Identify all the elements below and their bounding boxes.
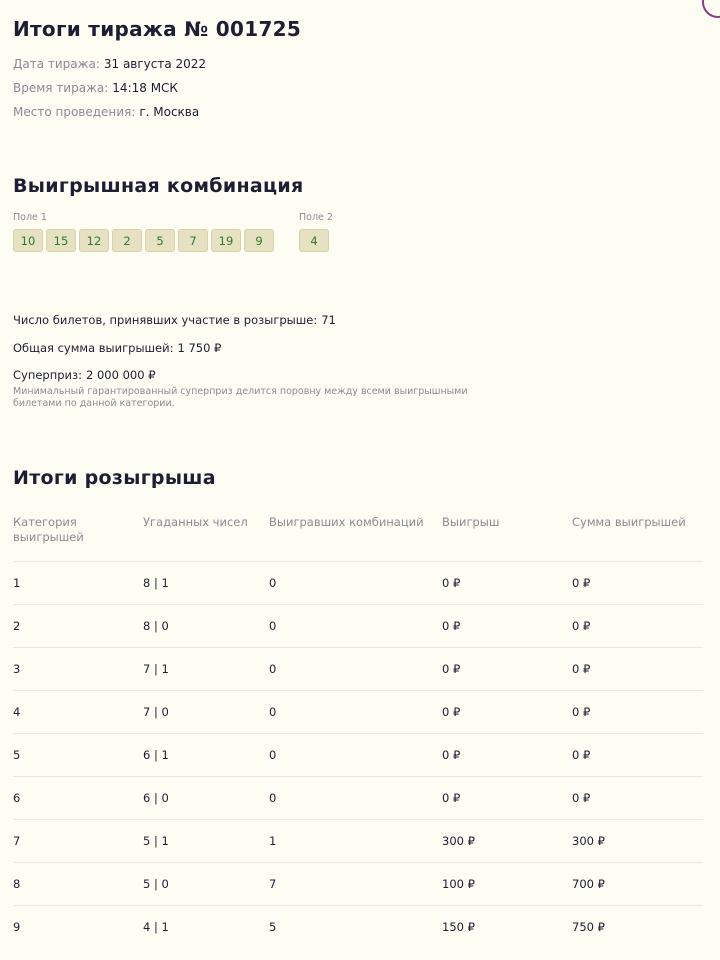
cell-guessed: 7 | 1 bbox=[143, 648, 269, 691]
cell-guessed: 8 | 1 bbox=[143, 562, 269, 605]
cell-sum: 0 ₽ bbox=[572, 648, 703, 691]
cell-category: 4 bbox=[13, 691, 143, 734]
ball: 7 bbox=[178, 229, 208, 252]
cell-category: 7 bbox=[13, 820, 143, 863]
draw-date bbox=[13, 57, 206, 71]
table-row bbox=[13, 648, 703, 691]
cell-category: 1 bbox=[13, 562, 143, 605]
table-row bbox=[13, 820, 703, 863]
cell-combinations: 0 bbox=[269, 562, 442, 605]
cell-sum: 300 ₽ bbox=[572, 820, 703, 863]
cell-prize: 0 ₽ bbox=[442, 562, 572, 605]
cell-sum: 0 ₽ bbox=[572, 562, 703, 605]
draw-place bbox=[13, 105, 199, 119]
cell-combinations: 5 bbox=[269, 906, 442, 949]
cell-combinations: 1 bbox=[269, 820, 442, 863]
cell-sum: 0 ₽ bbox=[572, 691, 703, 734]
superprize-label: Суперприз: bbox=[13, 368, 83, 382]
draw-time-value: 14:18 МСК bbox=[112, 81, 178, 95]
cell-guessed: 6 | 0 bbox=[143, 777, 269, 820]
draw-time-label: Время тиража: bbox=[13, 81, 109, 95]
total-winnings bbox=[13, 341, 221, 355]
ball: 10 bbox=[13, 229, 43, 252]
draw-place-label: Место проведения: bbox=[13, 105, 136, 119]
total-winnings-label: Общая сумма выигрышей: bbox=[13, 341, 174, 355]
cell-prize: 300 ₽ bbox=[442, 820, 572, 863]
superprize-value: 2 000 000 ₽ bbox=[86, 368, 156, 382]
draw-date-value: 31 августа 2022 bbox=[103, 57, 207, 71]
tickets-count-label: Число билетов, принявших участие в розыгрыше: bbox=[13, 313, 318, 327]
cell-sum: 0 ₽ bbox=[572, 734, 703, 777]
cell-category: 9 bbox=[13, 906, 143, 949]
ball: 9 bbox=[244, 229, 274, 252]
column-header-prize: Выигрыш bbox=[442, 515, 500, 529]
table-row bbox=[13, 605, 703, 648]
draw-time bbox=[13, 81, 178, 95]
column-header-combinations: Выигравших комбинаций bbox=[269, 515, 424, 529]
cell-sum: 750 ₽ bbox=[572, 906, 703, 949]
cell-guessed: 8 | 0 bbox=[143, 605, 269, 648]
table-row bbox=[13, 777, 703, 820]
total-winnings-value: 1 750 ₽ bbox=[177, 341, 222, 355]
superprize bbox=[13, 368, 156, 382]
results-body bbox=[13, 562, 703, 949]
cell-combinations: 0 bbox=[269, 605, 442, 648]
superprize-note: Минимальный гарантированный суперприз делится поровну между всеми выигрышными билетами по данной категории. bbox=[13, 386, 468, 409]
ball: 15 bbox=[46, 229, 76, 252]
cell-category: 5 bbox=[13, 734, 143, 777]
field1-balls bbox=[13, 229, 274, 252]
cell-sum: 0 ₽ bbox=[572, 605, 703, 648]
cell-prize: 150 ₽ bbox=[442, 906, 572, 949]
results-title: Итоги розыгрыша bbox=[13, 467, 216, 489]
corner-decoration bbox=[702, 0, 720, 18]
cell-guessed: 5 | 0 bbox=[143, 863, 269, 906]
cell-combinations: 7 bbox=[269, 863, 442, 906]
cell-category: 2 bbox=[13, 605, 143, 648]
cell-combinations: 0 bbox=[269, 691, 442, 734]
cell-combinations: 0 bbox=[269, 648, 442, 691]
column-header-category: Категория выигрышей bbox=[13, 515, 84, 544]
draw-place-value: г. Москва bbox=[139, 105, 200, 119]
table-row bbox=[13, 691, 703, 734]
ball: 2 bbox=[112, 229, 142, 252]
ball: 5 bbox=[145, 229, 175, 252]
cell-category: 3 bbox=[13, 648, 143, 691]
cell-category: 6 bbox=[13, 777, 143, 820]
field1-label: Поле 1 bbox=[13, 212, 47, 223]
cell-combinations: 0 bbox=[269, 734, 442, 777]
cell-prize: 0 ₽ bbox=[442, 648, 572, 691]
table-row bbox=[13, 562, 703, 605]
cell-sum: 700 ₽ bbox=[572, 863, 703, 906]
table-row bbox=[13, 734, 703, 777]
ball: 19 bbox=[211, 229, 241, 252]
cell-prize: 0 ₽ bbox=[442, 605, 572, 648]
cell-prize: 0 ₽ bbox=[442, 691, 572, 734]
cell-guessed: 7 | 0 bbox=[143, 691, 269, 734]
combination-title: Выигрышная комбинация bbox=[13, 175, 304, 197]
column-header-guessed: Угаданных чисел bbox=[143, 515, 248, 529]
field2-balls bbox=[299, 229, 329, 252]
field2-label: Поле 2 bbox=[299, 212, 333, 223]
cell-category: 8 bbox=[13, 863, 143, 906]
cell-combinations: 0 bbox=[269, 777, 442, 820]
tickets-count-value: 71 bbox=[321, 313, 336, 327]
ball: 4 bbox=[299, 229, 329, 252]
cell-guessed: 5 | 1 bbox=[143, 820, 269, 863]
table-row bbox=[13, 863, 703, 906]
cell-prize: 100 ₽ bbox=[442, 863, 572, 906]
draw-date-label: Дата тиража: bbox=[13, 57, 100, 71]
results-table bbox=[13, 507, 703, 948]
table-header-row bbox=[13, 507, 703, 562]
page-title: Итоги тиража № 001725 bbox=[13, 17, 302, 41]
cell-sum: 0 ₽ bbox=[572, 777, 703, 820]
table-row bbox=[13, 906, 703, 949]
cell-guessed: 4 | 1 bbox=[143, 906, 269, 949]
cell-prize: 0 ₽ bbox=[442, 777, 572, 820]
column-header-sum: Сумма выигрышей bbox=[572, 515, 686, 529]
cell-prize: 0 ₽ bbox=[442, 734, 572, 777]
cell-guessed: 6 | 1 bbox=[143, 734, 269, 777]
ball: 12 bbox=[79, 229, 109, 252]
tickets-count bbox=[13, 313, 336, 327]
